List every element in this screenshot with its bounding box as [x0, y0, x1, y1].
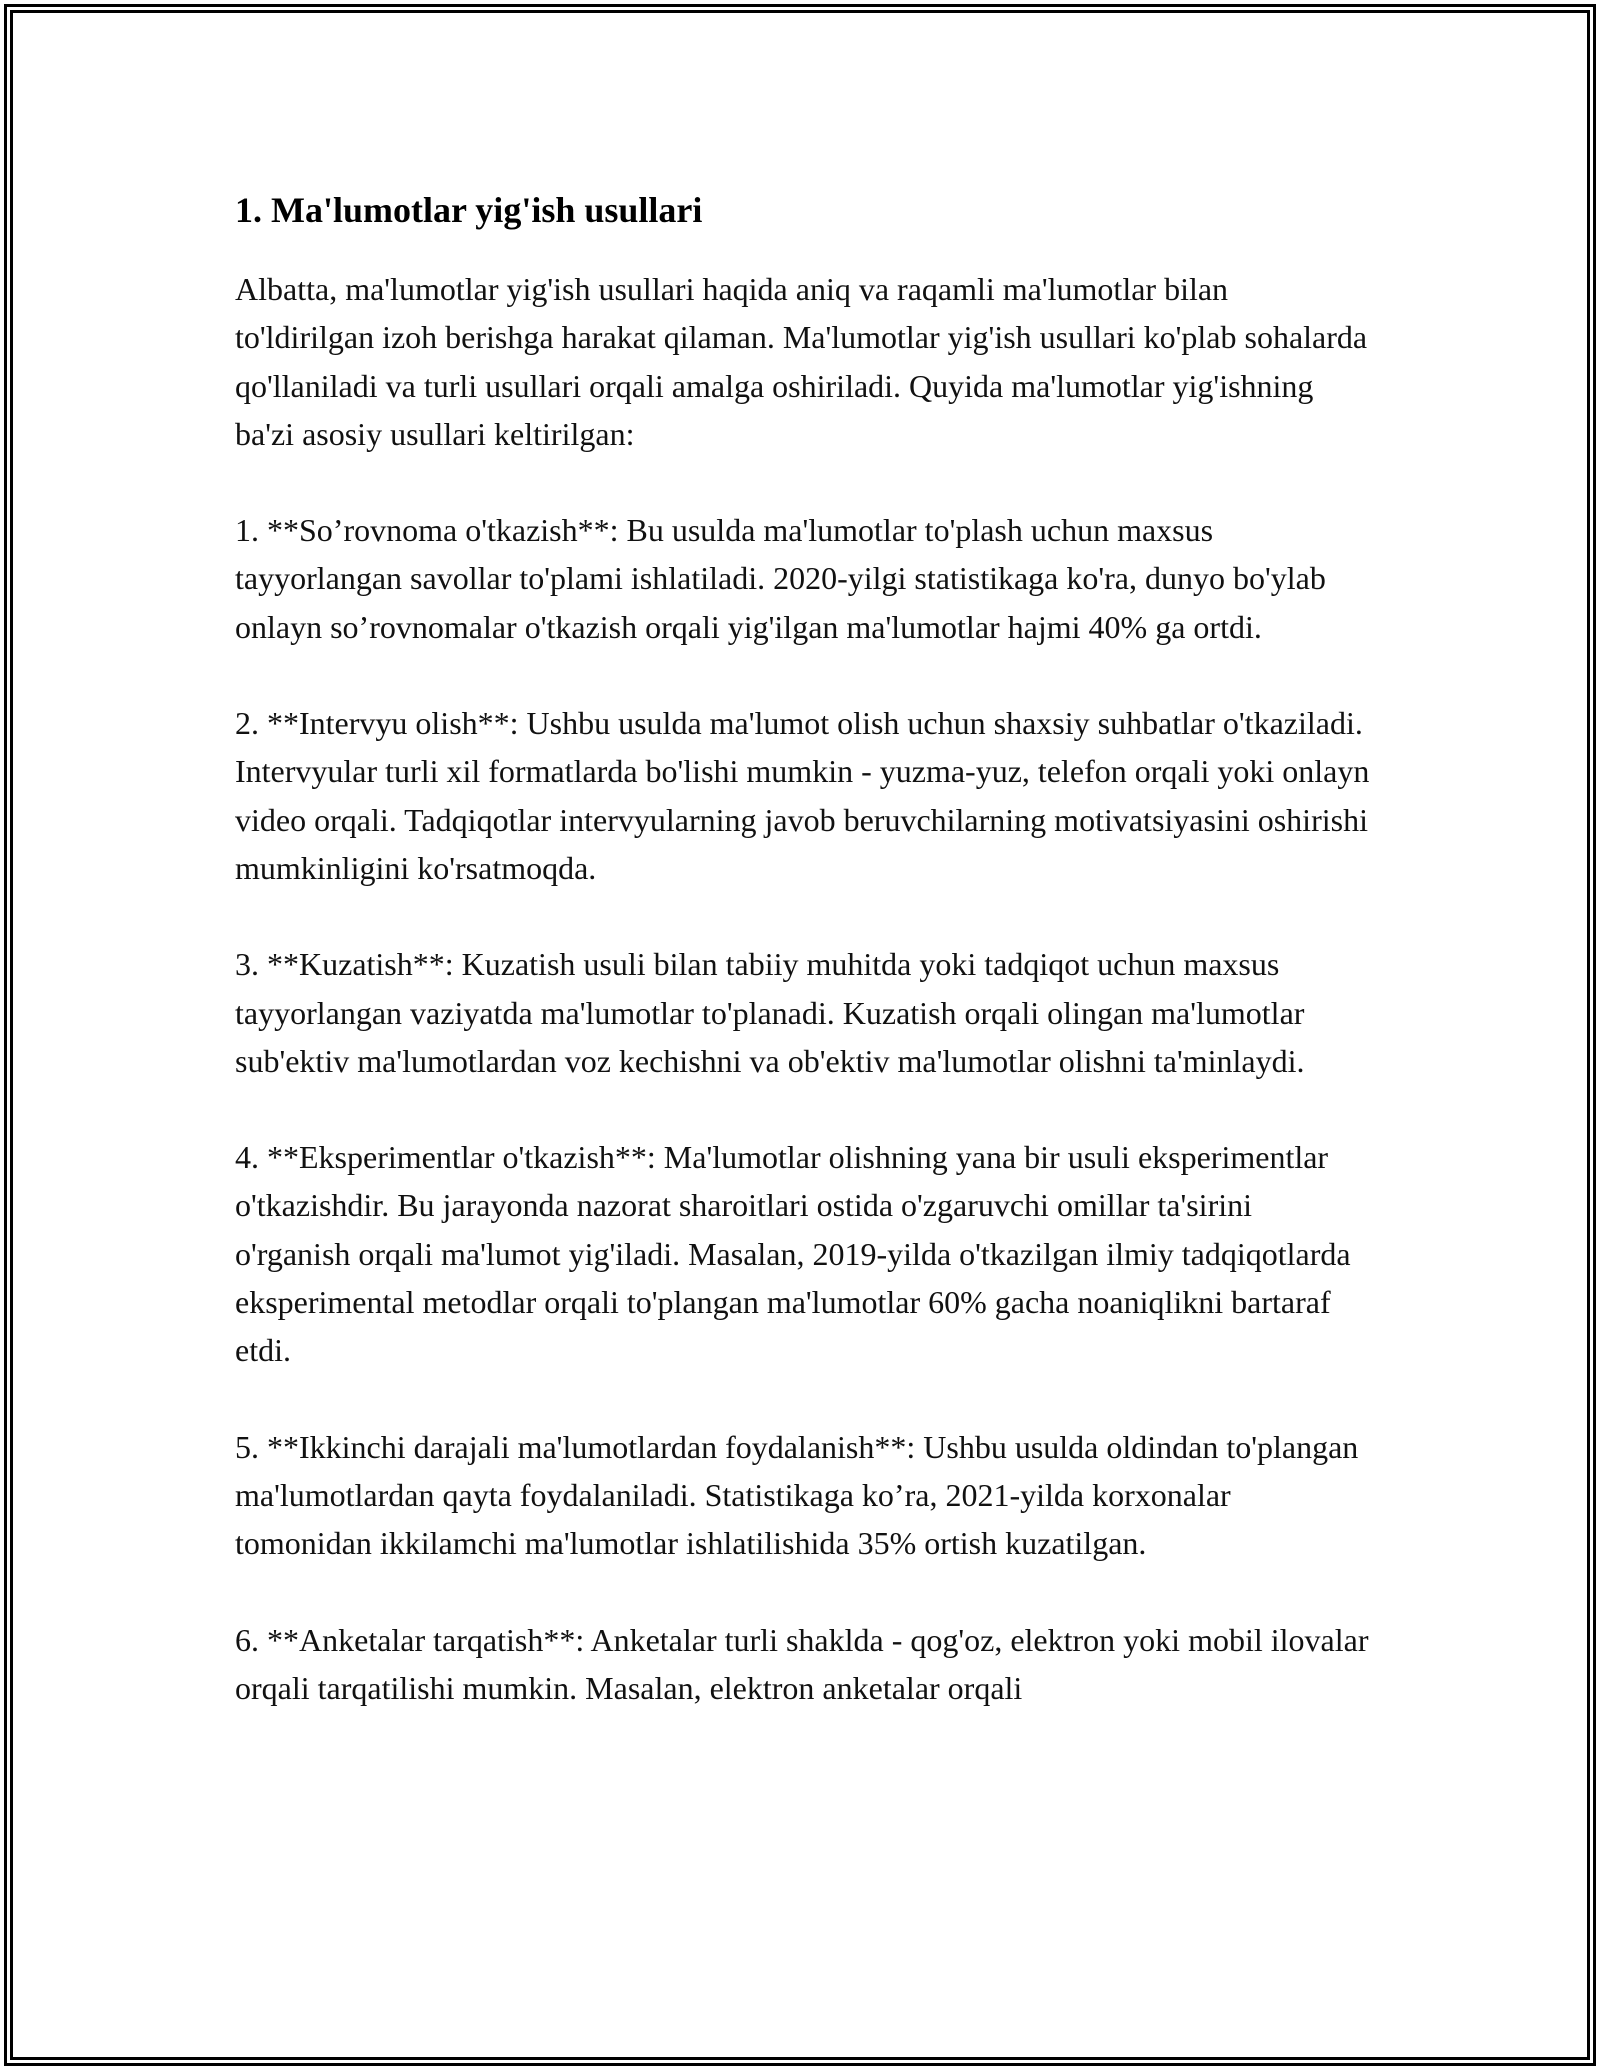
document-body [235, 185, 1370, 1760]
section-heading: 1. Ma'lumotlar yig'ish usullari [235, 190, 703, 230]
method-paragraph-secondary-data: 5. **Ikkinchi darajali ma'lumotlardan foydalanish**: Ushbu usulda oldindan to'plangan ma'lumotlardan qayta foydalaniladi. Statistikaga ko’ra, 2021-yilda korxonalar tomonidan ikkilamchi ma'lumotlar ishlatilishida 35% ortish kuzatilgan. [235, 1428, 1359, 1562]
method-paragraph-questionnaires: 6. **Anketalar tarqatish**: Anketalar turli shaklda - qog'oz, elektron yoki mobil ilovalar orqali tarqatilishi mumkin. Masalan, elektron anketalar orqali [235, 1621, 1369, 1706]
method-paragraph-observation: 3. **Kuzatish**: Kuzatish usuli bilan tabiiy muhitda yoki tadqiqot uchun maxsus tayyorlangan vaziyatda ma'lumotlar to'planadi. Kuzatish orqali olingan ma'lumotlar sub'ektiv ma'lumotlardan voz kechishni va ob'ektiv ma'lumotlar olishni ta'minlaydi. [235, 946, 1305, 1079]
intro-paragraph: Albatta, ma'lumotlar yig'ish usullari haqida aniq va raqamli ma'lumotlar bilan to'ldirilgan izoh berishga harakat qilaman. Ma'lumotlar yig'ish usullari ko'plab sohalarda qo'llaniladi va turli usullari orqali amalga oshiriladi. Quyida ma'lumotlar yig'ishning ba'zi asosiy usullari keltirilgan: [235, 271, 1368, 452]
method-paragraph-interview: 2. **Intervyu olish**: Ushbu usulda ma'lumot olish uchun shaxsiy suhbatlar o'tkaziladi. Intervyular turli xil formatlarda bo'lishi mumkin - yuzma-yuz, telefon orqali yoki onlayn video orqali. Tadqiqotlar intervyularning javob beruvchilarning motivatsiyasini oshirishi mumkinligini ko'rsatmoqda. [235, 705, 1370, 886]
method-paragraph-survey: 1. **So’rovnoma o'tkazish**: Bu usulda ma'lumotlar to'plash uchun maxsus tayyorlangan savollar to'plami ishlatiladi. 2020-yilgi statistikaga ko'ra, dunyo bo'ylab onlayn so’rovnomalar o'tkazish orqali yig'ilgan ma'lumotlar hajmi 40% ga ortdi. [235, 512, 1326, 645]
method-paragraph-experiments: 4. **Eksperimentlar o'tkazish**: Ma'lumotlar olishning yana bir usuli eksperimentlar o'tkazishdir. Bu jarayonda nazorat sharoitlari ostida o'zgaruvchi omillar ta'sirini o'rganish orqali ma'lumot yig'iladi. Masalan, 2019-yilda o'tkazilgan ilmiy tadqiqotlarda eksperimental metodlar orqali to'plangan ma'lumotlar 60% gacha noaniqlikni bartaraf etdi. [235, 1139, 1351, 1369]
